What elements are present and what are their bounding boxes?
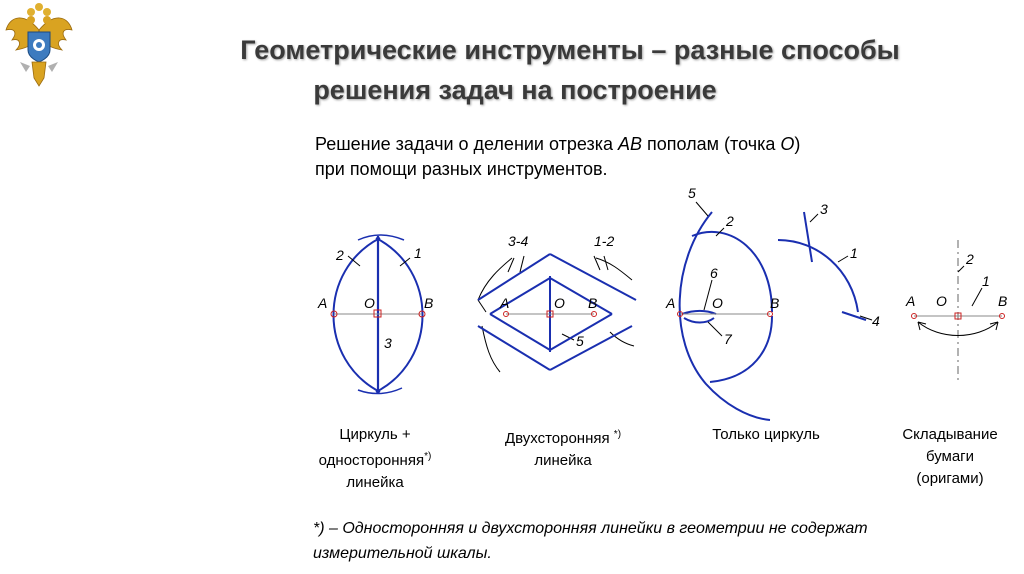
fig3-leader-6 [704, 280, 712, 310]
caption-2-line-1-text: Двухсторонняя [504, 430, 610, 447]
intro-segment: AB [618, 134, 643, 154]
fig3-label-1: 1 [850, 245, 858, 261]
fig3-label-a: A [666, 295, 676, 311]
fig2-line-1 [478, 254, 550, 300]
fig2-construction [478, 254, 636, 370]
caption-compass-ruler [300, 424, 450, 494]
fig1-label-1: 1 [414, 245, 422, 261]
caption-1-line-2-text: односторонняя [318, 452, 425, 469]
intro-point: O [780, 134, 795, 154]
fig1-label-o: O [364, 295, 375, 311]
fig4-label-b: B [998, 293, 1008, 309]
fig3-arc-1 [778, 240, 858, 312]
fig4-label-o: O [936, 293, 947, 309]
caption-3-text: Только циркуль [712, 426, 820, 443]
caption-4-line-3: (оригами) [916, 470, 984, 487]
fig2-label-b: B [588, 295, 598, 311]
fig3-label-7: 7 [724, 331, 732, 347]
figure-compass-only [680, 212, 866, 420]
fig3-leader-7 [708, 322, 722, 336]
fig2-line-7 [550, 326, 632, 370]
footnote [313, 516, 1013, 566]
figure-origami [912, 240, 1008, 382]
fig4-label-1: 1 [982, 273, 990, 289]
fig4-leader-1 [972, 288, 982, 306]
caption-origami [880, 424, 1020, 490]
fig2-label-34: 3-4 [508, 233, 529, 249]
fig3-arc-2 [692, 232, 772, 312]
caption-2-line-1 [478, 424, 648, 450]
fig2-line-5 [478, 326, 550, 370]
caption-double-ruler [478, 424, 648, 472]
fig2-outline-2 [478, 300, 486, 312]
figure-double-ruler [478, 254, 636, 372]
fig3-label-5: 5 [688, 185, 696, 201]
intro-text-after: ) [794, 134, 801, 154]
caption-2-line-2: линейка [534, 452, 592, 469]
caption-4-line-2: бумаги [925, 448, 975, 465]
fig1-arc-top [358, 235, 404, 240]
fig4-leader-2 [958, 266, 964, 272]
fig3-arc-2b [710, 316, 772, 382]
fig3-label-b: B [770, 295, 780, 311]
footnote-line-1: *) – Односторонняя и двухсторонняя линейки в геометрии не содержат [313, 520, 868, 537]
intro-text-middle: пополам (точка [642, 134, 781, 154]
caption-1-line-2 [300, 446, 450, 472]
fig3-leader-5 [696, 202, 708, 216]
figure-compass-ruler [331, 235, 425, 394]
fig3-leaders [696, 202, 872, 336]
fig2-label-12: 1-2 [594, 233, 615, 249]
fig3-label-4: 4 [872, 313, 880, 329]
fig1-arc-right [376, 238, 423, 392]
fig2-outline-1 [478, 258, 512, 300]
fig2-outline-5 [610, 332, 634, 346]
fig2-label-a: A [500, 295, 510, 311]
fig1-label-3: 3 [384, 335, 392, 351]
title-line-2: решения задач на построение [313, 75, 717, 105]
fig1-label-b: B [424, 295, 434, 311]
fig3-arc-3 [804, 212, 812, 262]
fig3-arc-7 [684, 318, 714, 323]
footnote-line-2: измерительной шкалы. [313, 545, 492, 562]
title-line-1: Геометрические инструменты – разные способы [240, 35, 900, 65]
fig3-label-2: 2 [726, 213, 734, 229]
fig2-line-6 [490, 314, 550, 350]
fig3-arc-5 [680, 212, 770, 420]
fig2-outline-3 [596, 258, 632, 280]
fig1-label-a: A [318, 295, 328, 311]
fig3-label-o: O [712, 295, 723, 311]
fig2-leader-34b [520, 256, 524, 272]
fig3-arc-4 [842, 312, 866, 320]
caption-1-footnote-mark: *) [424, 451, 432, 462]
fig3-leader-3 [810, 214, 818, 222]
intro-line-2: при помощи разных инструментов. [315, 159, 608, 179]
fig2-line-2 [490, 278, 550, 314]
fig4-label-a: A [906, 293, 916, 309]
fig3-label-3: 3 [820, 201, 828, 217]
caption-1-line-1: Циркуль + [339, 426, 411, 443]
fig2-line-3 [550, 254, 636, 300]
caption-compass-only [686, 424, 846, 446]
intro-text-before: Решение задачи о делении отрезка [315, 134, 619, 154]
fig2-label-5: 5 [576, 333, 584, 349]
caption-2-footnote-mark: *) [613, 429, 622, 440]
fig1-label-2: 2 [336, 247, 344, 263]
fig4-label-2: 2 [966, 251, 974, 267]
fig3-leader-1 [838, 256, 848, 262]
caption-4-line-1: Складывание [902, 426, 998, 443]
fig2-label-o: O [554, 295, 565, 311]
caption-1-line-3: линейка [346, 474, 404, 491]
fig3-label-6: 6 [710, 265, 718, 281]
